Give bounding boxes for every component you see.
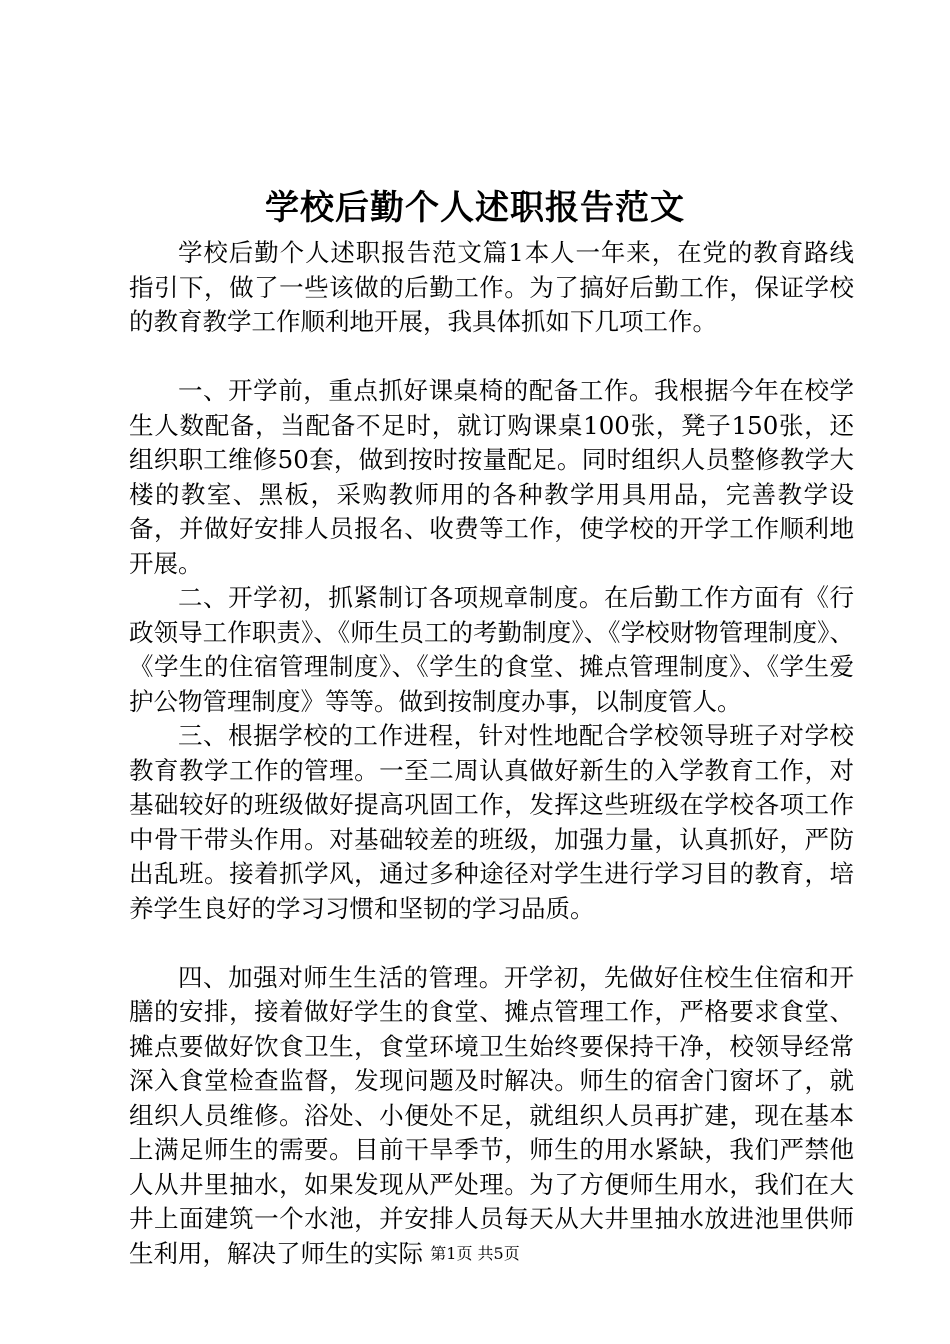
paragraph-section-1: 一、开学前，重点抓好课桌椅的配备工作。我根据今年在校学生人数配备，当配备不足时，就订购课桌100张，凳子150张，还组织职工维修50套，做到按时按量配足。同时组织人员整修教学大楼的教室、黑板，采购教师用的各种教学用具用品，完善教学设备，并做好安排人员报名、收费等工作，使学校的开学工作顺利地开展。 — [129, 376, 854, 578]
paragraph-section-4: 四、加强对师生生活的管理。开学初，先做好住校生住宿和开膳的安排，接着做好学生的食堂、摊点管理工作，严格要求食堂、摊点要做好饮食卫生，食堂环境卫生始终要保持干净，校领导经常深入食堂检查监督，发现问题及时解决。师生的宿舍门窗坏了，就组织人员维修。浴处、小便处不足，就组织人员再扩建，现在基本上满足师生的需要。目前干旱季节，师生的用水紧缺，我们严禁他人从井里抽水，如果发现从严处理。为了方便师生用水，我们在大井上面建筑一个水池，并安排人员每天从大井里抽水放进池里供师生利用，解决了师生的实际 — [129, 962, 854, 1268]
page-footer: 第1页 共5页 — [430, 1244, 520, 1263]
paragraph-intro: 学校后勤个人述职报告范文篇1本人一年来，在党的教育路线指引下，做了一些该做的后勤工作。为了搞好后勤工作，保证学校的教育教学工作顺利地开展，我具体抓如下几项工作。 — [129, 238, 854, 336]
document-body — [129, 236, 854, 1271]
paragraph-section-3: 三、根据学校的工作进程，针对性地配合学校领导班子对学校教育教学工作的管理。一至二周认真做好新生的入学教育工作，对基础较好的班级做好提高巩固工作，发挥这些班级在学校各项工作中骨干带头作用。对基础较差的班级，加强力量，认真抓好，严防出乱班。接着抓学风，通过多种途径对学生进行学习目的教育，培养学生良好的学习习惯和坚韧的学习品质。 — [129, 721, 854, 923]
document-title: 学校后勤个人述职报告范文 — [265, 188, 685, 228]
paragraph-section-2: 二、开学初，抓紧制订各项规章制度。在后勤工作方面有《行政领导工作职责》、《师生员工的考勤制度》、《学校财物管理制度》、《学生的住宿管理制度》、《学生的食堂、摊点管理制度》、《学生爱护公物管理制度》等等。做到按制度办事，以制度管人。 — [129, 583, 854, 716]
